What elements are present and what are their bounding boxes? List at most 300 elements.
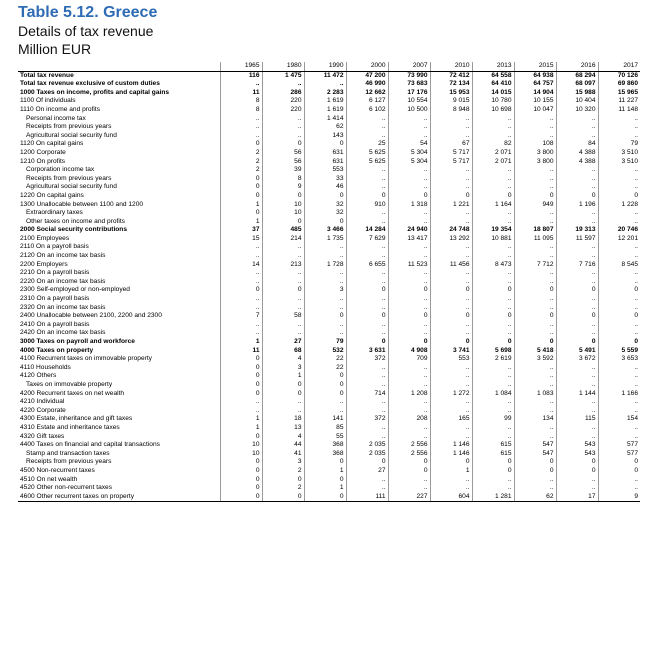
- value-cell: 7 716: [556, 261, 598, 270]
- value-cell: ..: [262, 80, 304, 89]
- value-cell: 0: [304, 390, 346, 399]
- row-label: 4400 Taxes on financial and capital transactions: [20, 441, 160, 449]
- value-cell: 32: [304, 201, 346, 210]
- value-cell: ..: [430, 364, 472, 373]
- value-cell: 0: [220, 183, 262, 192]
- value-cell: ..: [346, 398, 388, 407]
- corner-cell: [18, 62, 220, 71]
- value-cell: 5 625: [346, 158, 388, 167]
- row-label: 4210 Individual: [20, 398, 65, 406]
- value-cell: 72 134: [430, 80, 472, 89]
- value-cell: ..: [346, 476, 388, 485]
- value-cell: 10 320: [556, 106, 598, 115]
- table-title: Table 5.12. Greece: [18, 4, 158, 21]
- value-cell: 0: [598, 192, 640, 201]
- value-cell: 19 354: [472, 226, 514, 235]
- table-row: [18, 226, 640, 235]
- value-cell: ..: [514, 175, 556, 184]
- value-cell: 553: [304, 166, 346, 175]
- value-cell: ..: [598, 304, 640, 313]
- value-cell: 0: [598, 286, 640, 295]
- value-cell: ..: [388, 329, 430, 338]
- value-cell: ..: [304, 329, 346, 338]
- table-row: [18, 390, 640, 399]
- value-cell: 1 146: [430, 441, 472, 450]
- value-cell: ..: [220, 123, 262, 132]
- value-cell: 17 176: [388, 89, 430, 98]
- value-cell: ..: [430, 381, 472, 390]
- value-cell: ..: [430, 209, 472, 218]
- value-cell: ..: [598, 115, 640, 124]
- value-cell: 0: [556, 458, 598, 467]
- row-label: 2220 On an income tax basis: [20, 277, 106, 285]
- value-cell: 1: [220, 415, 262, 424]
- value-cell: ..: [388, 295, 430, 304]
- value-cell: ..: [346, 424, 388, 433]
- value-cell: ..: [598, 295, 640, 304]
- value-cell: ..: [346, 295, 388, 304]
- value-cell: 631: [304, 149, 346, 158]
- value-cell: ..: [598, 218, 640, 227]
- value-cell: ..: [598, 166, 640, 175]
- value-cell: 372: [346, 415, 388, 424]
- value-cell: 3: [304, 286, 346, 295]
- value-cell: 27: [346, 467, 388, 476]
- value-cell: 4 388: [556, 149, 598, 158]
- value-cell: ..: [430, 278, 472, 287]
- value-cell: 220: [262, 97, 304, 106]
- table-row: [18, 97, 640, 106]
- value-cell: 134: [514, 415, 556, 424]
- value-cell: ..: [556, 218, 598, 227]
- value-cell: ..: [514, 304, 556, 313]
- value-cell: ..: [304, 295, 346, 304]
- value-cell: 8 948: [430, 106, 472, 115]
- value-cell: 37: [220, 226, 262, 235]
- value-cell: 1: [304, 484, 346, 493]
- value-cell: ..: [598, 132, 640, 141]
- table-row: [18, 106, 640, 115]
- value-cell: ..: [514, 398, 556, 407]
- value-cell: 33: [304, 175, 346, 184]
- value-cell: 39: [262, 166, 304, 175]
- value-cell: 1 083: [514, 390, 556, 399]
- value-cell: ..: [262, 321, 304, 330]
- value-cell: ..: [346, 123, 388, 132]
- value-cell: 0: [472, 192, 514, 201]
- value-cell: ..: [220, 329, 262, 338]
- value-cell: 3 510: [598, 158, 640, 167]
- value-cell: 72 412: [430, 71, 472, 80]
- value-cell: ..: [388, 476, 430, 485]
- value-cell: ..: [472, 372, 514, 381]
- value-cell: 0: [472, 338, 514, 347]
- value-cell: ..: [430, 183, 472, 192]
- row-label: 2320 On an income tax basis: [20, 303, 106, 311]
- value-cell: 2 556: [388, 441, 430, 450]
- tax-revenue-table: [18, 62, 640, 502]
- value-cell: 15 965: [598, 89, 640, 98]
- value-cell: 19 313: [556, 226, 598, 235]
- value-cell: ..: [430, 476, 472, 485]
- value-cell: 0: [220, 458, 262, 467]
- value-cell: 0: [304, 140, 346, 149]
- value-cell: ..: [346, 364, 388, 373]
- value-cell: 165: [430, 415, 472, 424]
- value-cell: ..: [472, 252, 514, 261]
- value-cell: ..: [472, 407, 514, 416]
- value-cell: ..: [346, 304, 388, 313]
- table-row: [18, 450, 640, 459]
- table-row: [18, 424, 640, 433]
- row-label: 4520 Other non-recurrent taxes: [20, 484, 112, 492]
- value-cell: 8 545: [598, 261, 640, 270]
- value-cell: 10: [262, 201, 304, 210]
- row-label: Receipts from previous years: [26, 174, 112, 182]
- table-body: [18, 71, 640, 502]
- value-cell: ..: [304, 278, 346, 287]
- value-cell: ..: [556, 132, 598, 141]
- value-cell: ..: [430, 218, 472, 227]
- table-row: [18, 433, 640, 442]
- table-row: [18, 398, 640, 407]
- table-row: [18, 235, 640, 244]
- value-cell: ..: [220, 295, 262, 304]
- value-cell: ..: [220, 252, 262, 261]
- value-cell: 68 294: [556, 71, 598, 80]
- value-cell: 2 071: [472, 158, 514, 167]
- value-cell: 4: [262, 433, 304, 442]
- value-cell: ..: [346, 115, 388, 124]
- table-header: [18, 4, 157, 58]
- value-cell: ..: [598, 372, 640, 381]
- value-cell: 547: [514, 450, 556, 459]
- value-cell: 0: [472, 467, 514, 476]
- row-label: Agricultural social security fund: [26, 183, 117, 191]
- table-row: [18, 407, 640, 416]
- value-cell: ..: [514, 295, 556, 304]
- value-cell: 108: [514, 140, 556, 149]
- table-row: [18, 149, 640, 158]
- value-cell: 0: [598, 312, 640, 321]
- value-cell: ..: [472, 243, 514, 252]
- value-cell: 8: [220, 97, 262, 106]
- value-cell: 32: [304, 209, 346, 218]
- value-cell: ..: [556, 115, 598, 124]
- value-cell: 910: [346, 201, 388, 210]
- row-label: Extraordinary taxes: [26, 209, 83, 217]
- value-cell: 3 672: [556, 355, 598, 364]
- value-cell: ..: [430, 115, 472, 124]
- row-label: Receipts from previous years: [26, 123, 112, 131]
- value-cell: 24 940: [388, 226, 430, 235]
- value-cell: ..: [514, 329, 556, 338]
- row-label: Total tax revenue exclusive of custom duties: [20, 80, 160, 88]
- value-cell: ..: [472, 476, 514, 485]
- table-row: [18, 183, 640, 192]
- value-cell: 4 388: [556, 158, 598, 167]
- value-cell: 0: [514, 312, 556, 321]
- value-cell: 0: [220, 175, 262, 184]
- value-cell: 5 698: [472, 347, 514, 356]
- value-cell: ..: [514, 183, 556, 192]
- value-cell: 64 410: [472, 80, 514, 89]
- value-cell: 18: [262, 415, 304, 424]
- value-cell: 2 035: [346, 450, 388, 459]
- row-label: 2410 On a payroll basis: [20, 320, 90, 328]
- value-cell: 54: [388, 140, 430, 149]
- value-cell: ..: [514, 218, 556, 227]
- value-cell: ..: [388, 433, 430, 442]
- value-cell: ..: [346, 269, 388, 278]
- value-cell: 368: [304, 450, 346, 459]
- value-cell: ..: [388, 218, 430, 227]
- value-cell: ..: [304, 269, 346, 278]
- value-cell: ..: [430, 243, 472, 252]
- value-cell: ..: [514, 243, 556, 252]
- value-cell: ..: [472, 132, 514, 141]
- value-cell: 2 283: [304, 89, 346, 98]
- value-cell: 0: [304, 493, 346, 502]
- value-cell: 949: [514, 201, 556, 210]
- value-cell: ..: [388, 321, 430, 330]
- value-cell: ..: [514, 424, 556, 433]
- value-cell: 44: [262, 441, 304, 450]
- value-cell: ..: [430, 132, 472, 141]
- value-cell: ..: [430, 424, 472, 433]
- table-row: [18, 467, 640, 476]
- value-cell: 709: [388, 355, 430, 364]
- value-cell: 1: [262, 372, 304, 381]
- value-cell: 99: [472, 415, 514, 424]
- row-label: 1200 Corporate: [20, 148, 66, 156]
- value-cell: ..: [220, 243, 262, 252]
- value-cell: 0: [220, 433, 262, 442]
- value-cell: ..: [346, 183, 388, 192]
- value-cell: 0: [220, 493, 262, 502]
- value-cell: 0: [472, 286, 514, 295]
- value-cell: ..: [304, 80, 346, 89]
- value-cell: 1: [220, 201, 262, 210]
- value-cell: 0: [262, 140, 304, 149]
- value-cell: ..: [304, 243, 346, 252]
- value-cell: ..: [262, 269, 304, 278]
- value-cell: 604: [430, 493, 472, 502]
- value-cell: ..: [514, 115, 556, 124]
- value-cell: ..: [472, 398, 514, 407]
- value-cell: ..: [598, 407, 640, 416]
- table-row: [18, 166, 640, 175]
- value-cell: 0: [430, 286, 472, 295]
- table-row: [18, 175, 640, 184]
- value-cell: ..: [472, 433, 514, 442]
- value-cell: 11 095: [514, 235, 556, 244]
- value-cell: 1 735: [304, 235, 346, 244]
- value-cell: 6 102: [346, 106, 388, 115]
- value-cell: 0: [220, 209, 262, 218]
- value-cell: 0: [388, 192, 430, 201]
- value-cell: ..: [598, 381, 640, 390]
- value-cell: ..: [388, 364, 430, 373]
- row-label: 4100 Recurrent taxes on immovable property: [20, 355, 152, 363]
- value-cell: ..: [556, 252, 598, 261]
- value-cell: ..: [598, 424, 640, 433]
- value-cell: 0: [346, 312, 388, 321]
- value-cell: 0: [220, 476, 262, 485]
- value-cell: 0: [220, 467, 262, 476]
- row-label: 4320 Gift taxes: [20, 432, 65, 440]
- value-cell: ..: [556, 398, 598, 407]
- value-cell: 0: [598, 338, 640, 347]
- value-cell: 143: [304, 132, 346, 141]
- value-cell: 3 592: [514, 355, 556, 364]
- value-cell: ..: [388, 132, 430, 141]
- value-cell: ..: [514, 484, 556, 493]
- value-cell: ..: [430, 166, 472, 175]
- value-cell: 6 655: [346, 261, 388, 270]
- value-cell: ..: [556, 381, 598, 390]
- value-cell: ..: [514, 407, 556, 416]
- year-header: 2017: [598, 62, 640, 71]
- value-cell: ..: [346, 218, 388, 227]
- value-cell: 62: [304, 123, 346, 132]
- value-cell: ..: [430, 321, 472, 330]
- row-label: 2420 On an income tax basis: [20, 329, 106, 337]
- value-cell: 20 746: [598, 226, 640, 235]
- value-cell: 15 988: [556, 89, 598, 98]
- value-cell: ..: [472, 166, 514, 175]
- value-cell: ..: [472, 218, 514, 227]
- value-cell: ..: [556, 364, 598, 373]
- table-row: [18, 295, 640, 304]
- value-cell: ..: [262, 407, 304, 416]
- value-cell: 7 629: [346, 235, 388, 244]
- value-cell: ..: [346, 321, 388, 330]
- value-cell: ..: [472, 269, 514, 278]
- value-cell: 0: [472, 312, 514, 321]
- value-cell: 5 491: [556, 347, 598, 356]
- value-cell: 0: [262, 286, 304, 295]
- value-cell: ..: [472, 424, 514, 433]
- value-cell: ..: [346, 166, 388, 175]
- table-row: [18, 209, 640, 218]
- value-cell: 0: [598, 467, 640, 476]
- value-cell: 0: [556, 312, 598, 321]
- value-cell: 10 500: [388, 106, 430, 115]
- year-header: 2007: [388, 62, 430, 71]
- table-row: [18, 286, 640, 295]
- value-cell: ..: [556, 123, 598, 132]
- value-cell: 0: [220, 390, 262, 399]
- table-row: [18, 347, 640, 356]
- table-row: [18, 476, 640, 485]
- value-cell: ..: [556, 278, 598, 287]
- row-label: 4600 Other recurrent taxes on property: [18, 493, 220, 502]
- value-cell: 115: [556, 415, 598, 424]
- year-header: 2000: [346, 62, 388, 71]
- value-cell: 0: [304, 476, 346, 485]
- value-cell: ..: [388, 407, 430, 416]
- row-label: 1120 On capital gains: [20, 140, 84, 148]
- value-cell: 7: [220, 312, 262, 321]
- value-cell: 1 728: [304, 261, 346, 270]
- value-cell: 10 881: [472, 235, 514, 244]
- row-label: 1000 Taxes on income, profits and capital gains: [20, 88, 170, 96]
- value-cell: 372: [346, 355, 388, 364]
- table-row: [18, 115, 640, 124]
- row-label: 4220 Corporate: [20, 406, 66, 414]
- value-cell: 485: [262, 226, 304, 235]
- value-cell: 10 554: [388, 97, 430, 106]
- row-label: Taxes on immovable property: [26, 380, 113, 388]
- value-cell: 0: [388, 286, 430, 295]
- value-cell: 25: [346, 140, 388, 149]
- value-cell: 1: [220, 218, 262, 227]
- row-label: Personal income tax: [26, 114, 86, 122]
- value-cell: 9: [262, 183, 304, 192]
- value-cell: ..: [346, 278, 388, 287]
- value-cell: 1 475: [262, 71, 304, 80]
- table-row: [18, 252, 640, 261]
- value-cell: 368: [304, 441, 346, 450]
- value-cell: ..: [388, 166, 430, 175]
- value-cell: 0: [304, 458, 346, 467]
- value-cell: 0: [430, 192, 472, 201]
- value-cell: ..: [556, 243, 598, 252]
- year-header: 2010: [430, 62, 472, 71]
- value-cell: ..: [598, 252, 640, 261]
- value-cell: 0: [220, 192, 262, 201]
- year-header: 1965: [220, 62, 262, 71]
- value-cell: 70 126: [598, 71, 640, 80]
- value-cell: 0: [220, 372, 262, 381]
- value-cell: ..: [346, 329, 388, 338]
- table-units: Million EUR: [18, 41, 92, 57]
- value-cell: 3 800: [514, 149, 556, 158]
- value-cell: 214: [262, 235, 304, 244]
- value-cell: 227: [388, 493, 430, 502]
- value-cell: ..: [472, 364, 514, 373]
- value-cell: 1 164: [472, 201, 514, 210]
- value-cell: 5 559: [598, 347, 640, 356]
- value-cell: 0: [262, 381, 304, 390]
- value-cell: 4: [262, 355, 304, 364]
- value-cell: ..: [220, 398, 262, 407]
- value-cell: ..: [514, 381, 556, 390]
- value-cell: 1 208: [388, 390, 430, 399]
- value-cell: 220: [262, 106, 304, 115]
- row-label: 4500 Non-recurrent taxes: [20, 466, 95, 474]
- row-label: 1220 On capital gains: [20, 191, 84, 199]
- value-cell: 0: [220, 355, 262, 364]
- value-cell: 1 144: [556, 390, 598, 399]
- value-cell: 10 698: [472, 106, 514, 115]
- value-cell: ..: [346, 484, 388, 493]
- value-cell: 2 035: [346, 441, 388, 450]
- value-cell: ..: [556, 433, 598, 442]
- value-cell: 15: [220, 235, 262, 244]
- value-cell: ..: [346, 407, 388, 416]
- value-cell: 1 318: [388, 201, 430, 210]
- table-row: [18, 441, 640, 450]
- value-cell: ..: [430, 175, 472, 184]
- value-cell: 0: [220, 381, 262, 390]
- table-row: [18, 458, 640, 467]
- value-cell: ..: [304, 407, 346, 416]
- value-cell: ..: [556, 329, 598, 338]
- row-label: 1300 Unallocable between 1100 and 1200: [20, 200, 144, 208]
- value-cell: 8 473: [472, 261, 514, 270]
